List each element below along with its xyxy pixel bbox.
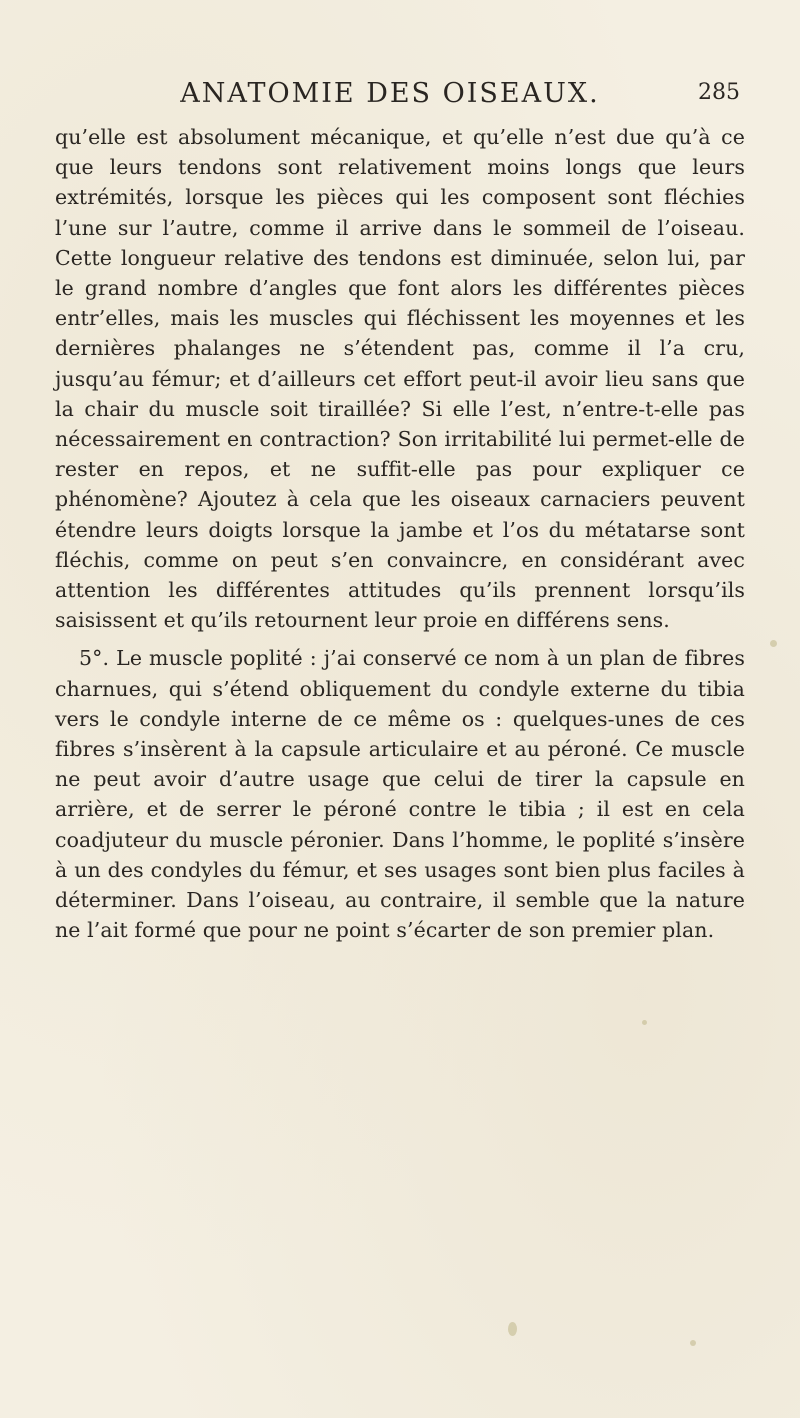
paper-speck [508, 1322, 517, 1336]
paper-speck [690, 1340, 696, 1346]
running-head: ANATOMIE DES OISEAUX. [180, 78, 600, 109]
paper-speck [770, 640, 777, 647]
paragraph-2: 5°. Le muscle poplité : j’ai conservé ce nom à un plan de fibres charnues, qui s’étend obliquement du condyle externe du tibia vers le condyle interne de ce même os : quelques-unes de ces fibres s’insèrent à la capsule articulaire et au péroné. Ce muscle ne peut avoir d’autre usage que celui de tirer la capsule en arrière, et de serrer le péroné contre le tibia ; il est en cela coadjuteur du muscle péronier. Dans l’homme, le poplité s’insère à un des condyles du fémur, et ses usages sont bien plus faciles à déterminer. Dans l’oiseau, au contraire, il semble que la nature ne l’ait formé que pour ne point s’écarter de son premier plan. [55, 646, 745, 943]
page-header [110, 78, 740, 114]
paper-speck [642, 1020, 647, 1025]
body-text [55, 122, 745, 945]
page-number: 285 [698, 80, 740, 105]
paragraph-1: qu’elle est absolument mécanique, et qu’elle n’est due qu’à ce que leurs tendons sont relativement moins longs que leurs extrémités, lorsque les pièces qui les composent sont fléchies l’une sur l’autre, comme il arrive dans le sommeil de l’oiseau. Cette longueur relative des tendons est diminuée, selon lui, par le grand nombre d’angles que font alors les différentes pièces entr’elles, mais les muscles qui fléchissent les moyennes et les dernières phalanges ne s’étendent pas, comme il l’a cru, jusqu’au fémur; et d’ailleurs cet effort peut-il avoir lieu sans que la chair du muscle soit tiraillée? Si elle l’est, n’entre-t-elle pas nécessairement en contraction? Son irritabilité lui permet-elle de rester en repos, et ne suffit-elle pas pour expliquer ce phénomène? Ajoutez à cela que les oiseaux carnaciers peuvent étendre leurs doigts lorsque la jambe et l’os du métatarse sont fléchis, comme on peut s’en convaincre, en considérant avec attention les différentes attitudes qu’ils prennent lorsqu’ils saisissent et qu’ils retournent leur proie en différens sens. [55, 125, 745, 633]
